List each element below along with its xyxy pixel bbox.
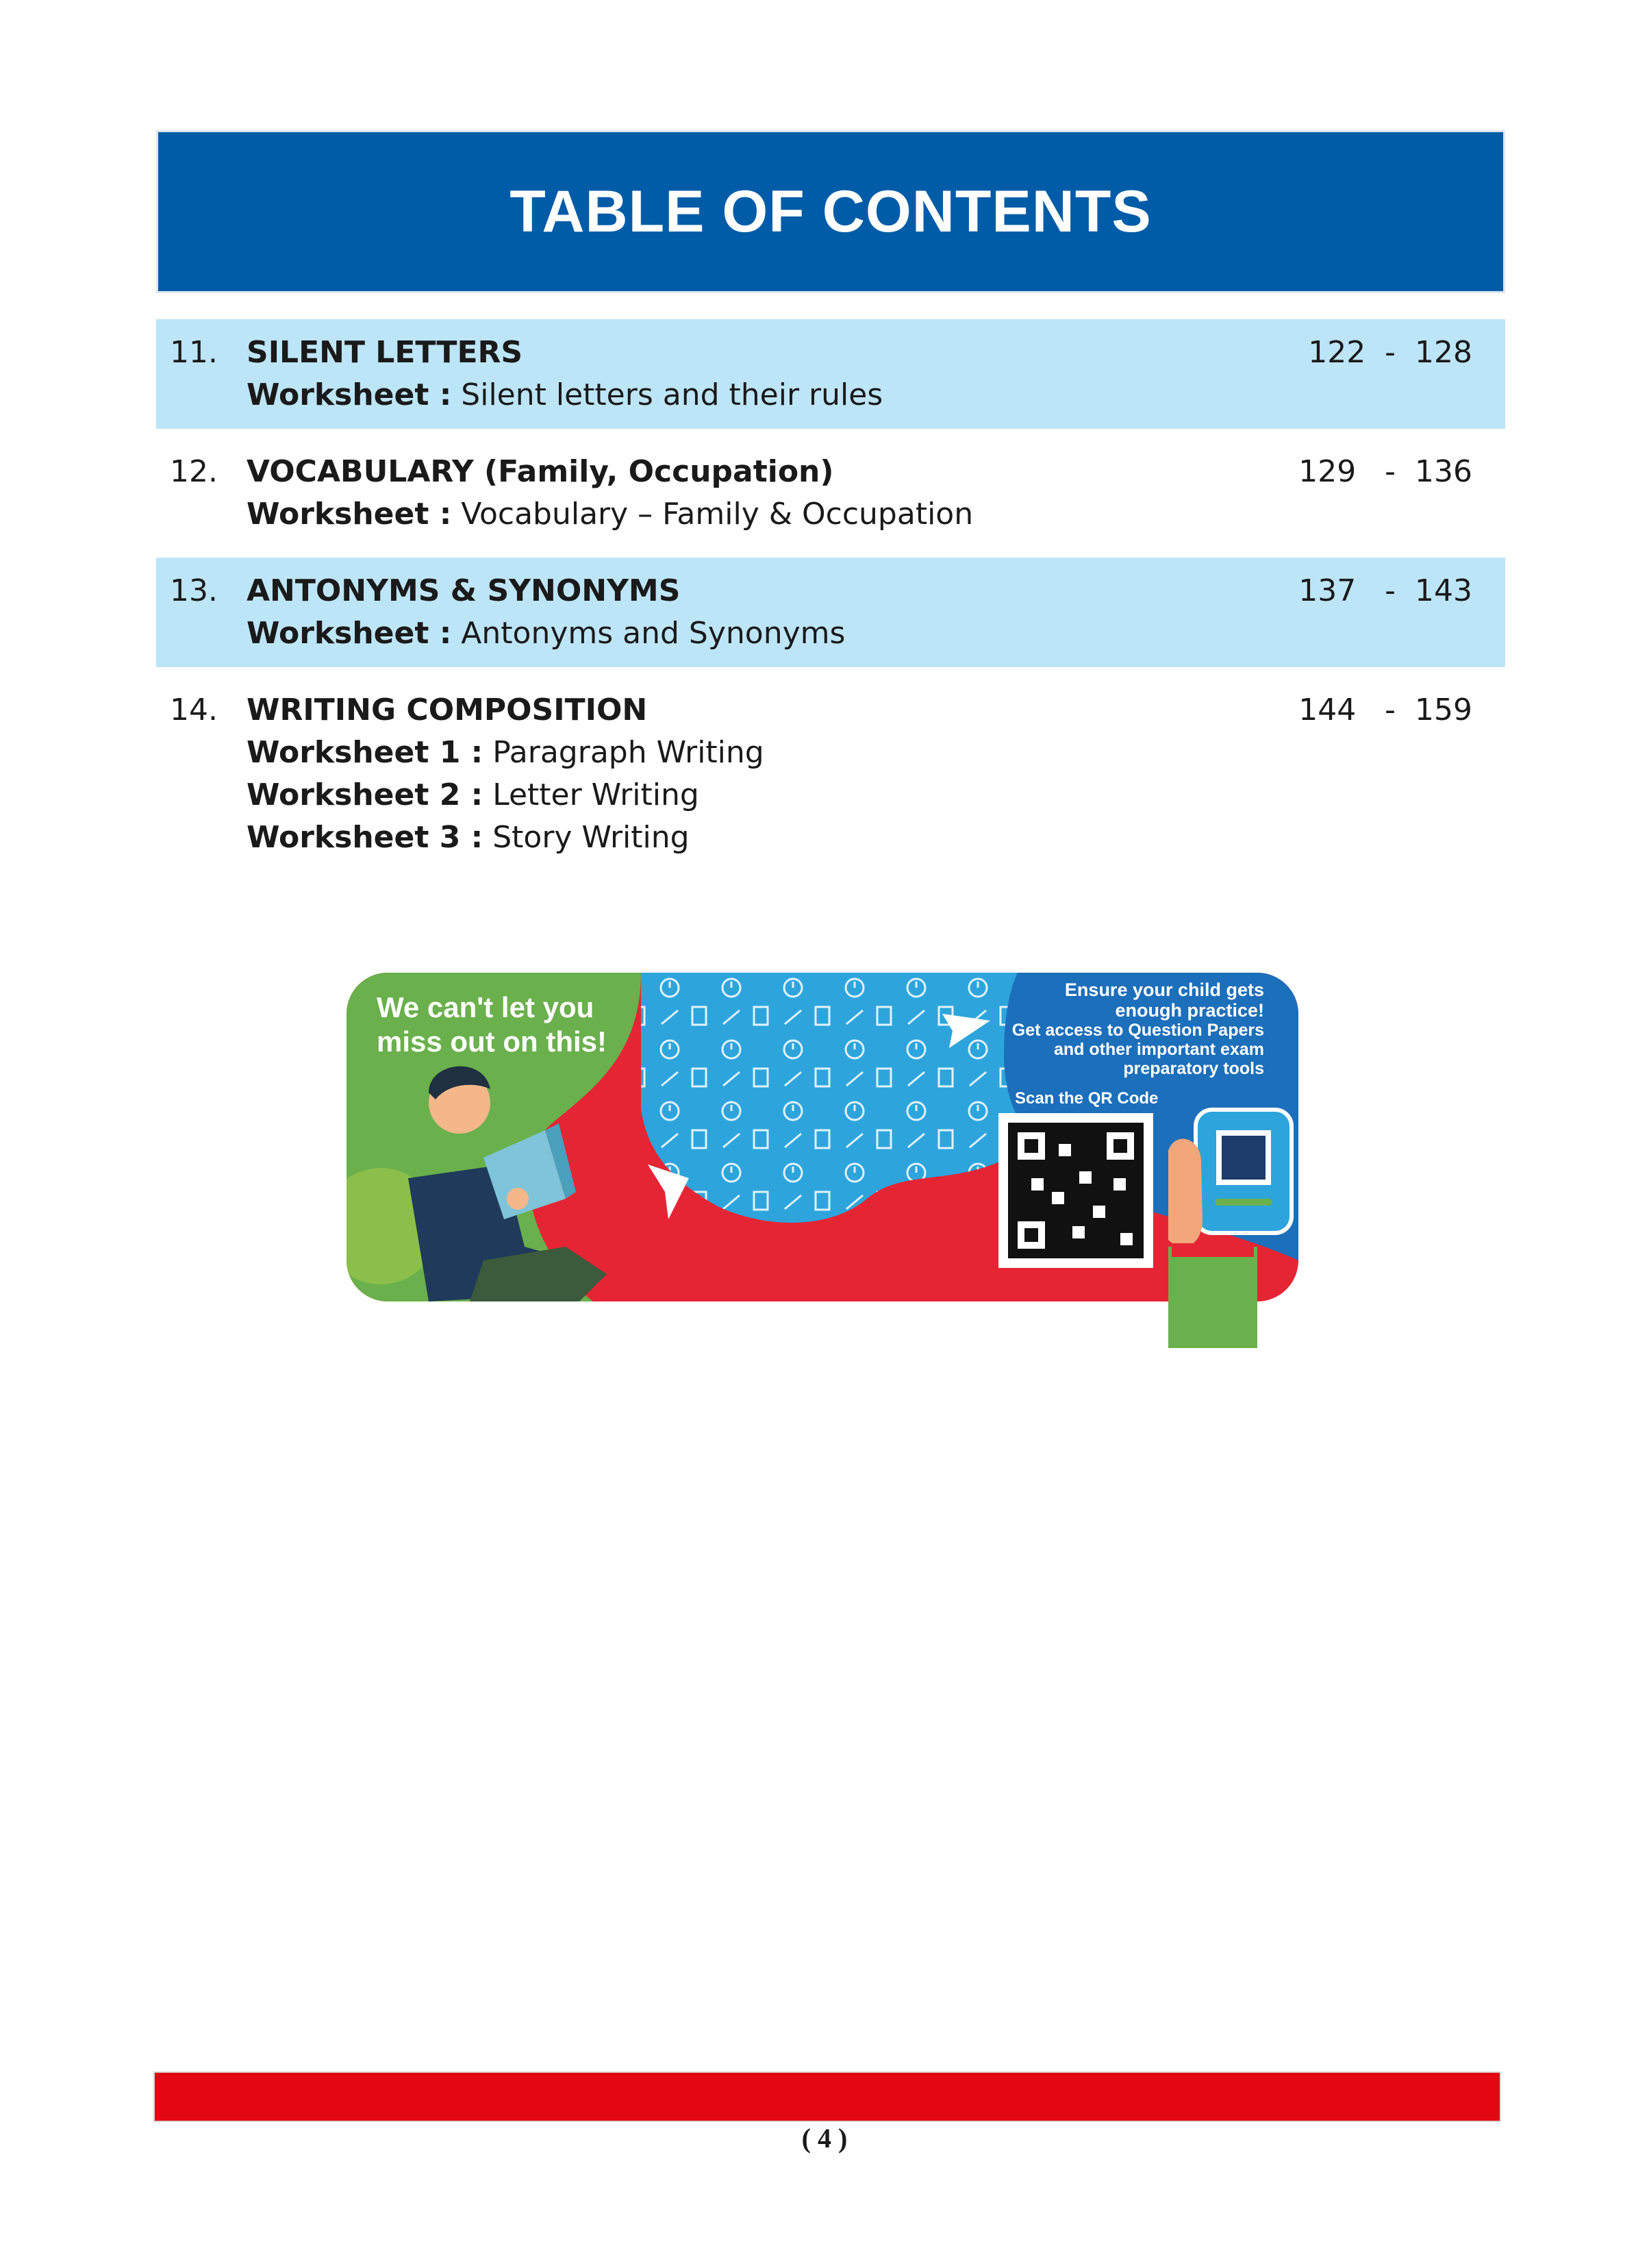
promo-right-message [977, 980, 1264, 1078]
entry-title: ANTONYMS & SYNONYMS [247, 573, 681, 608]
toc-entry-12[interactable] [156, 438, 1505, 548]
worksheet-label: Worksheet 1 : [247, 735, 483, 770]
worksheet-line [247, 493, 1505, 536]
worksheet-text: Antonyms and Synonyms [451, 616, 846, 651]
worksheet-line [247, 612, 1505, 655]
worksheet-text: Paragraph Writing [483, 735, 764, 770]
worksheet-label: Worksheet : [247, 497, 452, 532]
entry-pages: 137 - 143 [1298, 573, 1472, 608]
promo-line-3: Get access to Question Papers [1011, 1021, 1264, 1040]
page-number: ( 4 ) [801, 2123, 848, 2154]
entry-pages: 144 - 159 [1298, 693, 1472, 727]
worksheet-line [247, 374, 1505, 416]
promo-line-4: and other important exam [1054, 1040, 1264, 1059]
toc-entry-13[interactable] [156, 558, 1505, 667]
worksheet-text: Silent letters and their rules [451, 377, 883, 412]
worksheet-text: Story Writing [483, 820, 690, 855]
table-of-contents [156, 319, 1505, 871]
entry-pages: 122 - 128 [1308, 335, 1472, 370]
worksheet-label: Worksheet 3 : [247, 820, 483, 855]
entry-pages: 129 - 136 [1298, 454, 1472, 489]
promo-banner[interactable] [347, 973, 1298, 1349]
worksheet-line [247, 732, 1505, 774]
entry-number: 14. [170, 693, 218, 727]
entry-number: 12. [170, 454, 218, 489]
entry-title: VOCABULARY (Family, Occupation) [247, 454, 834, 489]
toc-entry-14[interactable] [156, 677, 1505, 871]
footer-bar [153, 2071, 1501, 2122]
promo-line-5: preparatory tools [1123, 1059, 1264, 1078]
entry-title: SILENT LETTERS [247, 335, 523, 370]
entry-title: WRITING COMPOSITION [247, 693, 648, 727]
worksheet-label: Worksheet 2 : [247, 777, 483, 812]
toc-header-banner [156, 130, 1505, 293]
toc-entry-11[interactable] [156, 319, 1505, 429]
promo-line-1: Ensure your child gets [1064, 980, 1264, 1000]
worksheet-label: Worksheet : [247, 616, 452, 651]
worksheet-text: Letter Writing [483, 777, 699, 812]
page-title: TABLE OF CONTENTS [509, 178, 1152, 245]
entry-number: 13. [170, 573, 218, 608]
worksheet-label: Worksheet : [247, 377, 452, 412]
worksheet-text: Vocabulary – Family & Occupation [451, 497, 974, 532]
entry-number: 11. [170, 335, 218, 370]
promo-left-message: We can't let you miss out on this! [377, 991, 607, 1058]
promo-line-2: enough practice! [1115, 1000, 1264, 1021]
worksheet-line [247, 774, 1505, 817]
scan-qr-label: Scan the QR Code [1015, 1089, 1159, 1108]
worksheet-line [247, 817, 1505, 859]
